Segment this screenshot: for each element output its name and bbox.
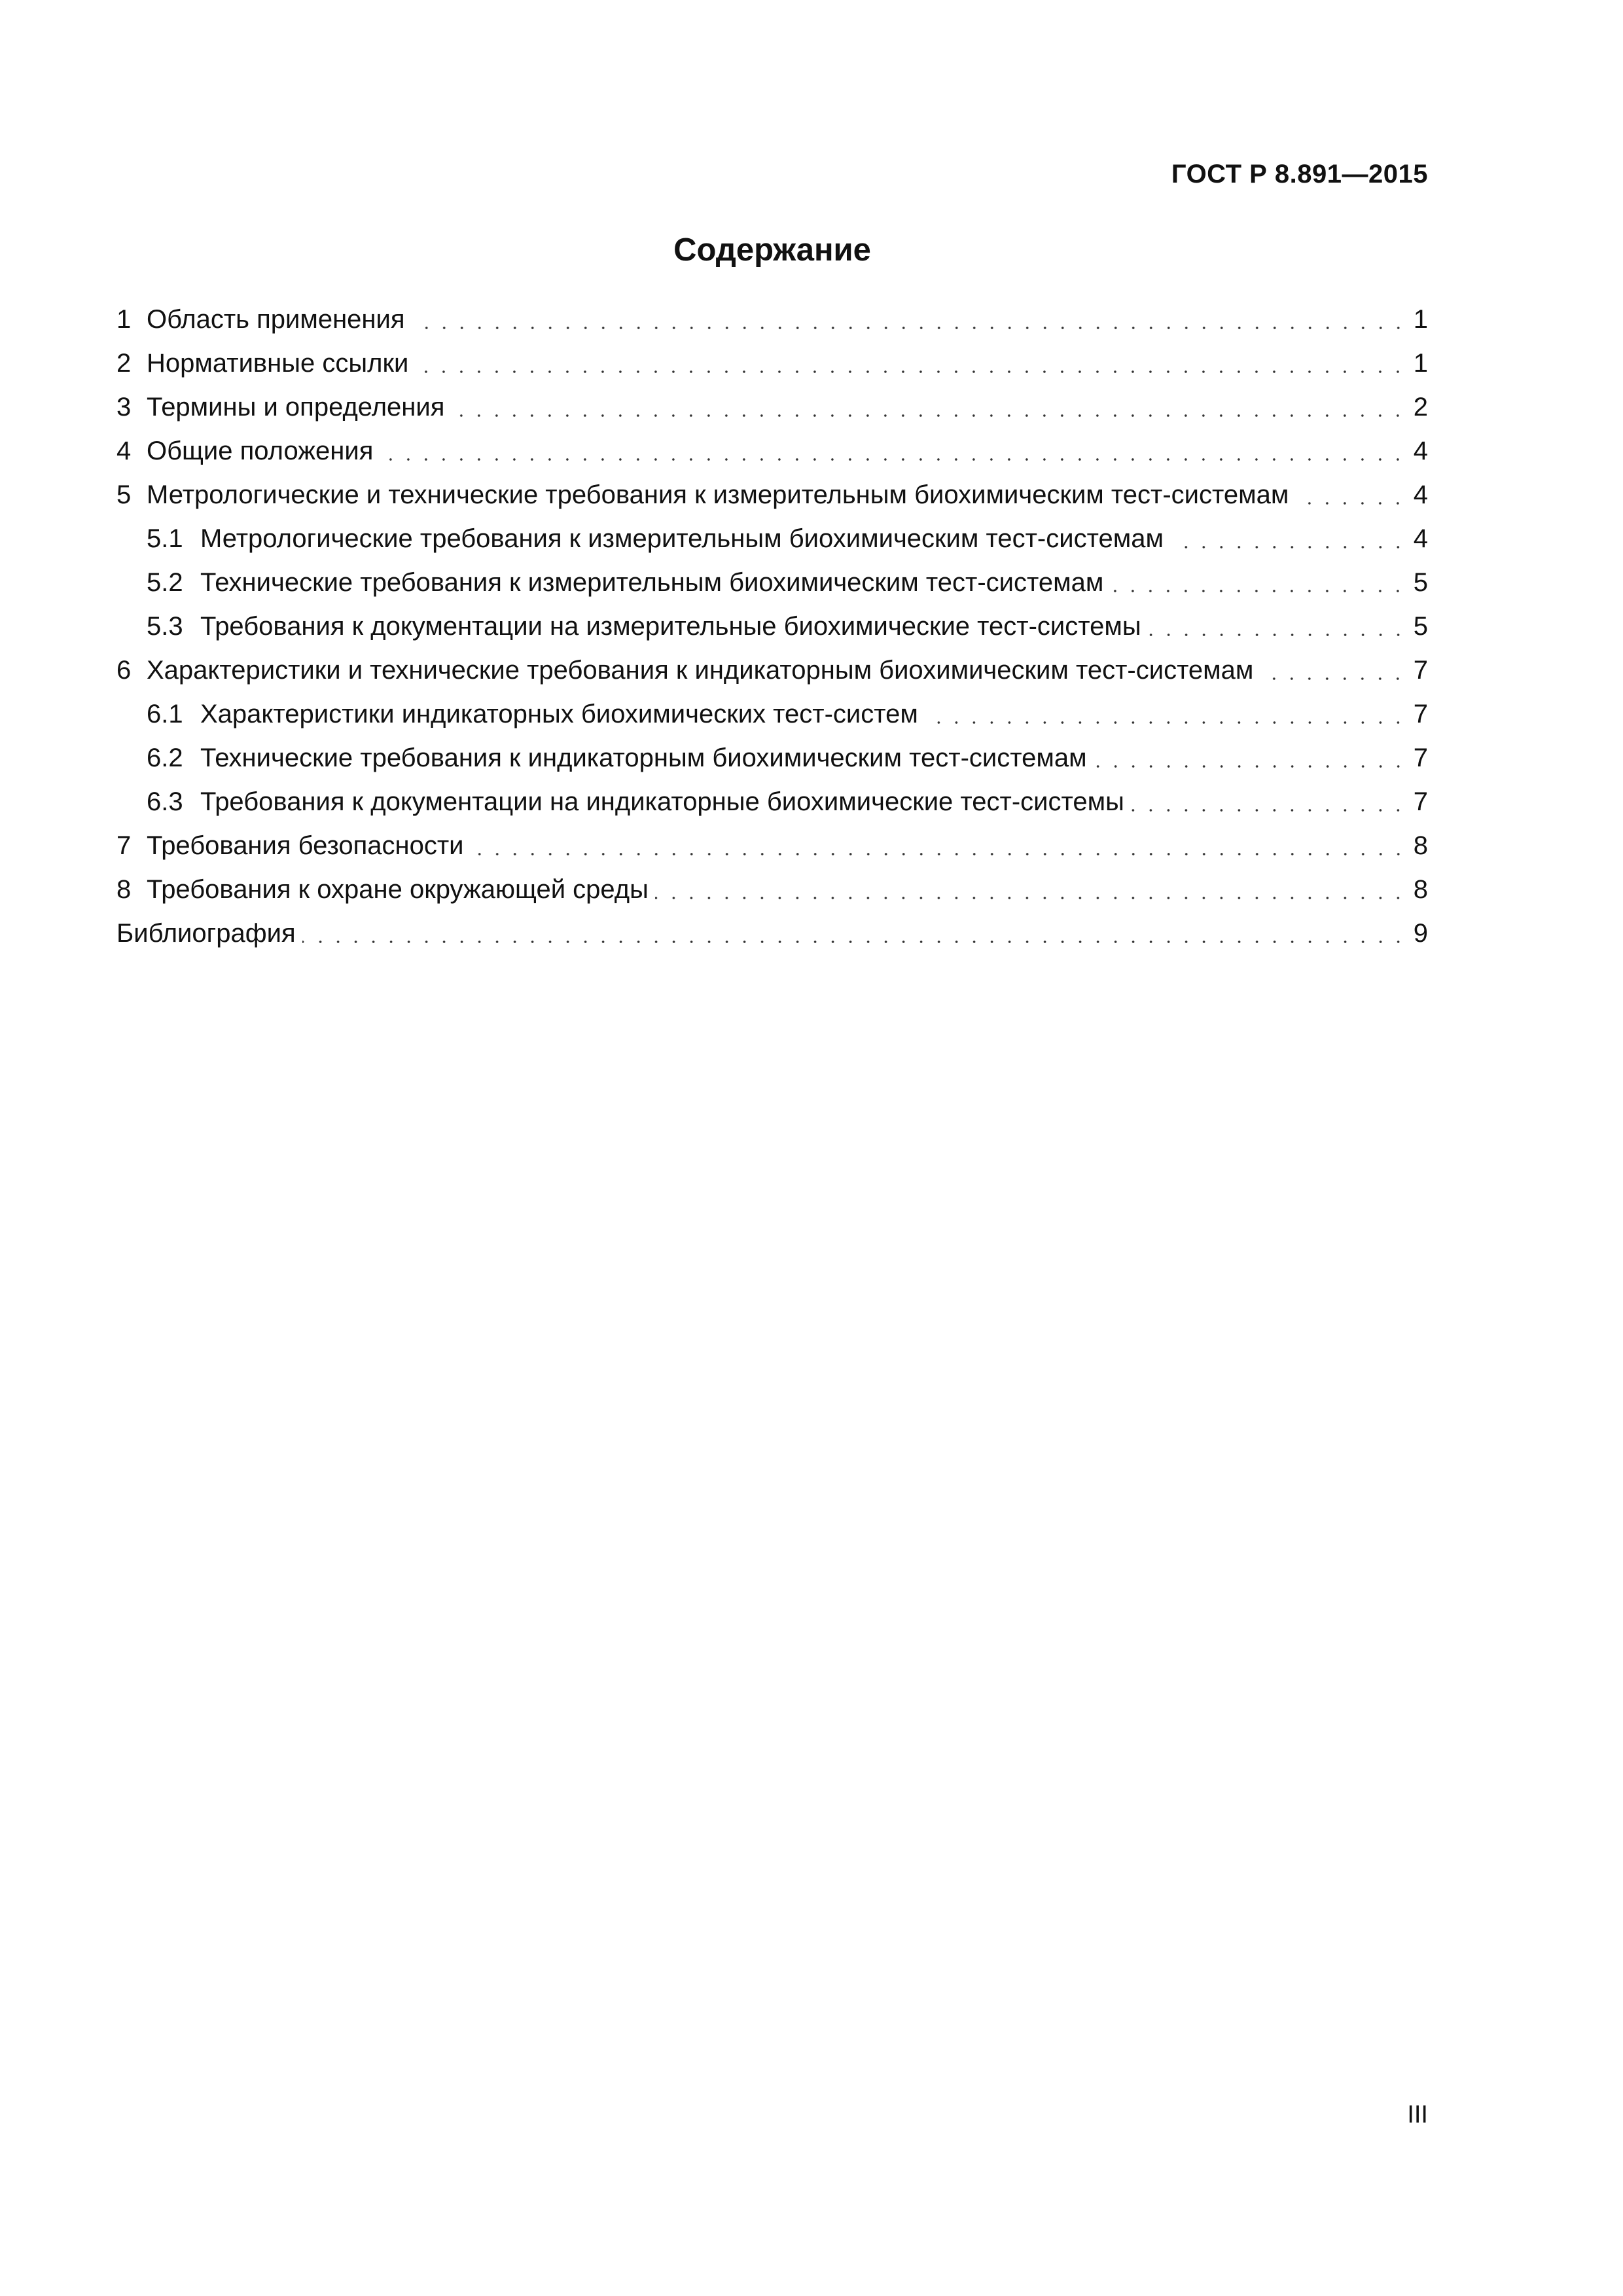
dot-leader <box>1168 517 1414 561</box>
dot-leader <box>409 298 1414 342</box>
toc-entry-page: 4 <box>1413 524 1428 553</box>
dot-leader <box>1293 473 1413 517</box>
toc-entry-number: 6.2 <box>147 744 183 772</box>
toc-entry-text: Характеристики и технические требования к индикаторным биохимическим тест-системам <box>147 656 1254 685</box>
toc-entry-6-1[interactable] <box>116 692 1428 736</box>
table-of-contents <box>116 298 1428 956</box>
toc-entry-number: 5 <box>116 480 132 509</box>
toc-entry-number: 1 <box>116 305 132 334</box>
toc-entry-4[interactable] <box>116 429 1428 473</box>
toc-entry-2[interactable] <box>116 342 1428 386</box>
toc-entry-page: 5 <box>1413 612 1428 641</box>
dot-leader <box>1091 736 1414 780</box>
toc-entry-number: 2 <box>116 349 132 378</box>
toc-entry-text: Требования безопасности <box>147 831 464 860</box>
toc-entry-6[interactable] <box>116 649 1428 692</box>
toc-entry-1[interactable] <box>116 298 1428 342</box>
dot-leader <box>468 824 1414 868</box>
dot-leader <box>1145 605 1414 649</box>
toc-entry-text: Требования к документации на индикаторные биохимические тест-системы <box>200 787 1124 816</box>
toc-entry-text: Общие положения <box>147 437 374 465</box>
toc-entry-page: 1 <box>1413 349 1428 378</box>
toc-entry-page: 7 <box>1413 787 1428 816</box>
toc-entry-page: 9 <box>1413 919 1428 948</box>
dot-leader <box>1128 780 1414 824</box>
toc-entry-number: 5.1 <box>147 524 183 553</box>
toc-entry-6-2[interactable] <box>116 736 1428 780</box>
toc-entry-page: 7 <box>1413 744 1428 772</box>
toc-entry-5-1[interactable] <box>116 517 1428 561</box>
toc-entry-page: 4 <box>1413 480 1428 509</box>
toc-entry-5-3[interactable] <box>116 605 1428 649</box>
page-number: III <box>1407 2101 1428 2128</box>
toc-entry-page: 1 <box>1413 305 1428 334</box>
toc-entry-text: Метрологические и технические требования к измерительным биохимическим тест-системам <box>147 480 1289 509</box>
toc-entry-number: 6.1 <box>147 700 183 728</box>
toc-entry-text: Нормативные ссылки <box>147 349 409 378</box>
dot-leader <box>922 692 1414 736</box>
document-code: ГОСТ Р 8.891—2015 <box>1171 160 1428 188</box>
toc-entry-text: Библиография <box>116 919 296 948</box>
toc-entry-8[interactable] <box>116 868 1428 912</box>
toc-entry-number: 6.3 <box>147 787 183 816</box>
toc-entry-text: Термины и определения <box>147 393 445 422</box>
toc-entry-bibliography[interactable] <box>116 912 1428 956</box>
toc-entry-3[interactable] <box>116 386 1428 429</box>
toc-entry-number: 5.3 <box>147 612 183 641</box>
toc-entry-text: Технические требования к измерительным биохимическим тест-системам <box>200 568 1104 597</box>
toc-entry-number: 3 <box>116 393 132 422</box>
dot-leader <box>377 429 1413 473</box>
dot-leader <box>1257 649 1413 692</box>
toc-entry-text: Характеристики индикаторных биохимических тест-систем <box>200 700 918 728</box>
toc-entry-number: 5.2 <box>147 568 183 597</box>
toc-entry-5[interactable] <box>116 473 1428 517</box>
toc-entry-number: 8 <box>116 875 132 904</box>
toc-entry-number: 4 <box>116 437 132 465</box>
toc-entry-text: Область применения <box>147 305 405 334</box>
toc-entry-page: 5 <box>1413 568 1428 597</box>
toc-entry-7[interactable] <box>116 824 1428 868</box>
toc-entry-page: 8 <box>1413 831 1428 860</box>
dot-leader <box>300 912 1414 956</box>
toc-entry-6-3[interactable] <box>116 780 1428 824</box>
toc-entry-number: 6 <box>116 656 132 685</box>
toc-entry-page: 8 <box>1413 875 1428 904</box>
dot-leader <box>1107 561 1413 605</box>
toc-entry-page: 2 <box>1413 393 1428 422</box>
dot-leader <box>652 868 1414 912</box>
dot-leader <box>448 386 1413 429</box>
toc-entry-text: Технические требования к индикаторным биохимическим тест-системам <box>200 744 1087 772</box>
toc-entry-text: Требования к документации на измерительные биохимические тест-системы <box>200 612 1141 641</box>
toc-entry-number: 7 <box>116 831 132 860</box>
toc-entry-page: 7 <box>1413 700 1428 728</box>
toc-entry-text: Метрологические требования к измерительным биохимическим тест-системам <box>200 524 1164 553</box>
toc-entry-page: 4 <box>1413 437 1428 465</box>
toc-entry-text: Требования к охране окружающей среды <box>147 875 649 904</box>
toc-entry-5-2[interactable] <box>116 561 1428 605</box>
toc-entry-page: 7 <box>1413 656 1428 685</box>
dot-leader <box>412 342 1413 386</box>
toc-title: Содержание <box>673 232 871 268</box>
